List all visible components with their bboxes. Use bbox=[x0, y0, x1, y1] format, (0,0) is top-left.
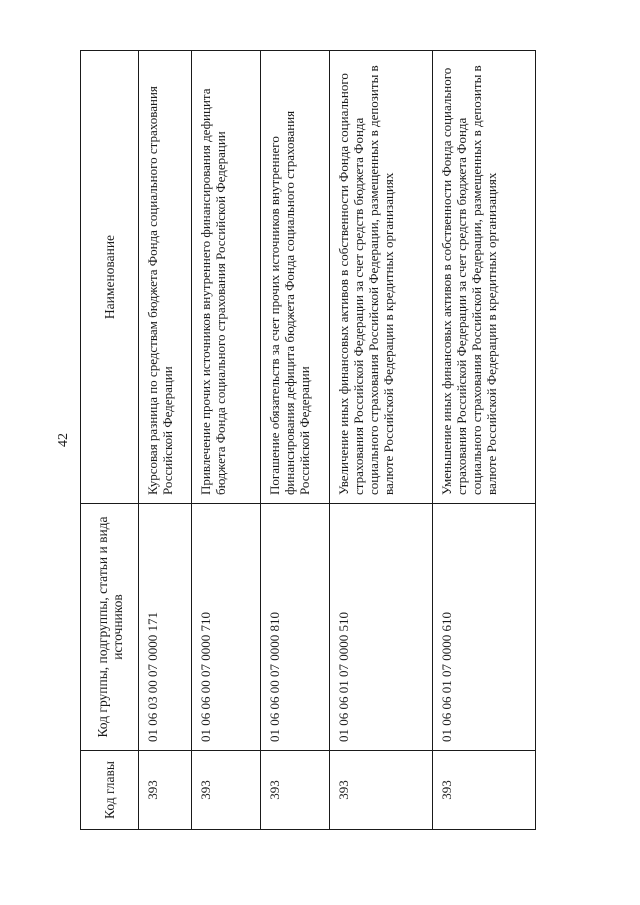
budget-sources-table bbox=[80, 50, 536, 830]
source-code-cell: 01 06 06 00 07 0000 710 bbox=[192, 504, 261, 751]
rotated-document-page bbox=[48, 50, 580, 830]
source-code-cell: 01 06 06 01 07 0000 610 bbox=[433, 504, 536, 751]
header-chapter-code: Код главы bbox=[81, 751, 139, 830]
chapter-code-cell: 393 bbox=[261, 751, 330, 830]
chapter-code-cell: 393 bbox=[433, 751, 536, 830]
name-cell: Погашение обязательств за счет прочих источников внутреннего финансирования дефицита бюджета Фонда социального страхования Российской Федерации bbox=[261, 51, 330, 504]
page-number: 42 bbox=[56, 433, 71, 447]
source-code-cell: 01 06 06 00 07 0000 810 bbox=[261, 504, 330, 751]
table-row bbox=[261, 51, 330, 830]
chapter-code-cell: 393 bbox=[192, 751, 261, 830]
name-cell: Увеличение иных финансовых активов в собственности Фонда социального страхования Российской Федерации за счет средств бюджета Фонда социального страхования Российской Федерации, размещенных в депозиты в валюте Российской Федерации в кредитных организациях bbox=[330, 51, 433, 504]
table-row bbox=[139, 51, 192, 830]
table-row bbox=[192, 51, 261, 830]
table-row bbox=[330, 51, 433, 830]
header-source-code: Код группы, подгруппы, статьи и вида источников bbox=[81, 504, 139, 751]
table-row bbox=[433, 51, 536, 830]
table-header-row bbox=[81, 51, 139, 830]
source-code-cell: 01 06 06 01 07 0000 510 bbox=[330, 504, 433, 751]
name-cell: Уменьшение иных финансовых активов в собственности Фонда социального страхования Российской Федерации за счет средств бюджета Фонда социального страхования Российской Федерации, размещенных в депозиты в валюте Российской Федерации в кредитных организациях bbox=[433, 51, 536, 504]
source-code-cell: 01 06 03 00 07 0000 171 bbox=[139, 504, 192, 751]
chapter-code-cell: 393 bbox=[139, 751, 192, 830]
header-name: Наименование bbox=[81, 51, 139, 504]
name-cell: Привлечение прочих источников внутреннего финансирования дефицита бюджета Фонда социального страхования Российской Федерации bbox=[192, 51, 261, 504]
name-cell: Курсовая разница по средствам бюджета Фонда социального страхования Российской Федерации bbox=[139, 51, 192, 504]
chapter-code-cell: 393 bbox=[330, 751, 433, 830]
